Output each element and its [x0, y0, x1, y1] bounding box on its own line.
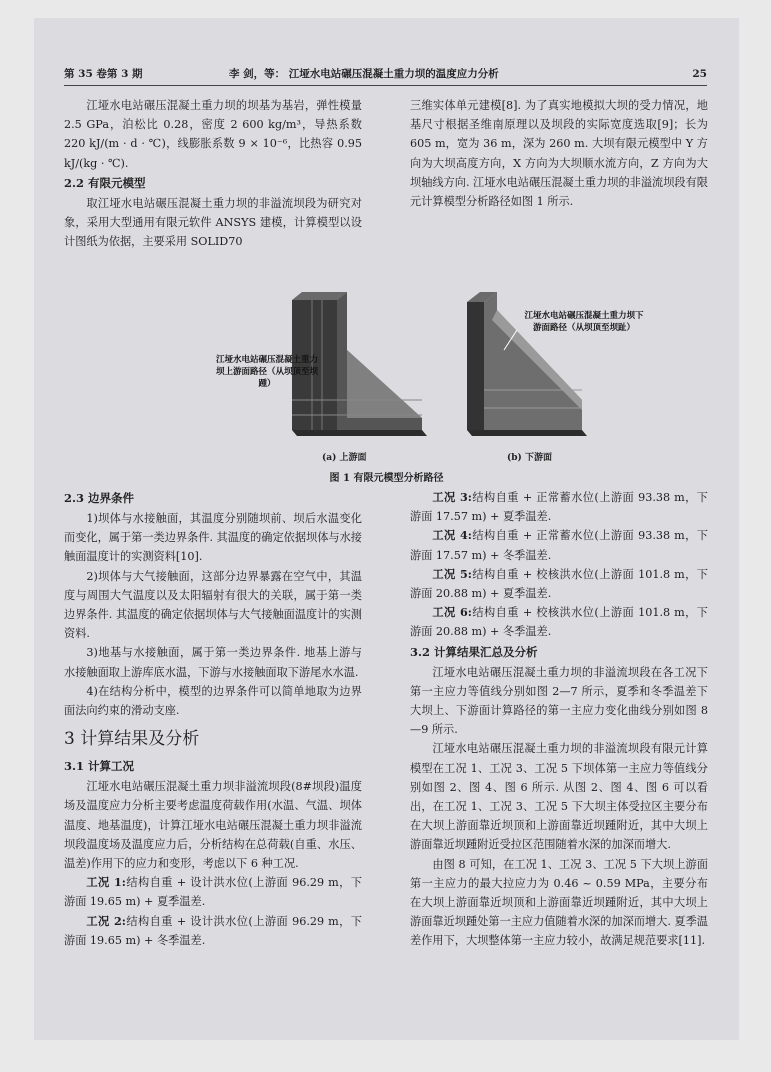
upstream-path-label: 江垭水电站碾压混凝土重力坝上游面路径（从坝顶至坝踵） [215, 355, 318, 389]
section-heading-3-1: 3.1 计算工况 [64, 759, 135, 774]
section-heading-3: 3 计算结果及分析 [64, 729, 200, 750]
left-column-bottom [64, 488, 362, 950]
page-number: 25 [692, 68, 707, 80]
downstream-path-label: 江垭水电站碾压混凝土重力坝下游面路径（从坝顶至坝趾） [524, 311, 644, 333]
paragraph: 江垭水电站碾压混凝土重力坝的非溢流坝段在各工况下第一主应力等值线分别如图 2—7 所示，夏季和冬季温差下大坝上、下游面计算路径的第一主应力变化曲线分别如图 8—9 所示. [410, 665, 708, 737]
paragraph: 江垭水电站碾压混凝土重力坝的非溢流坝段有限元计算模型在工况 1、工况 3、工况 5 下坝体第一主应力等值线分别如图 2、图 4、图 6 所示. 从图 2、图 4、图 6 可以看出，在工况 1、工况 3、工况 5 下大坝主体受拉区主要分布在大坝上游面靠近坝顶和上游面靠近坝踵附近，其中大坝上游面靠近坝踵附近受拉区范围随着水深的加深而增大. [410, 742, 708, 852]
section-heading-3-2: 3.2 计算结果汇总及分析 [410, 644, 538, 659]
section-heading-2-2: 2.2 有限元模型 [64, 175, 146, 190]
left-column-top [64, 96, 362, 251]
case-3: 工况 3:结构自重 + 正常蓄水位(上游面 93.38 m，下游面 17.57 m) + 夏季温差. [410, 490, 708, 524]
figure-1 [215, 290, 672, 475]
case-1: 工况 1:结构自重 + 设计洪水位(上游面 96.29 m，下游面 19.65 m) + 夏季温差. [64, 875, 362, 909]
paragraph: 3)地基与水接触面，属于第一类边界条件. 地基上游与水接触面取上游库底水温，下游与水接触面取下游尾水水温. [64, 646, 362, 679]
case-6: 工况 6:结构自重 + 校核洪水位(上游面 101.8 m，下游面 20.88 m) + 冬季温差. [410, 605, 708, 639]
paragraph: 取江垭水电站碾压混凝土重力坝的非溢流坝段为研究对象，采用大型通用有限元软件 ANSYS 建模，计算模型以设计图纸为依据，主要采用 SOLID70 [64, 196, 362, 249]
subfigure-a-caption: (a) 上游面 [322, 453, 367, 463]
paragraph: 江垭水电站碾压混凝土重力坝的坝基为基岩，弹性模量 2.5 GPa，泊松比 0.28，密度 2 600 kg/m³，导热系数 220 kJ/(m · d · ℃)，线膨胀系数 9 × 10⁻⁶，比热容 0.95 kJ/(kg · ℃). [64, 99, 362, 170]
paragraph: 江垭水电站碾压混凝土重力坝非溢流坝段(8#坝段)温度场及温度应力分析主要考虑温度荷载作用(水温、气温、坝体温度、地基温度)，计算江垭水电站碾压混凝土重力坝非溢流坝段温度场及温度应力后，分析结构在总荷载(自重、水压、温差)作用下的应力和变形，考虑以下 6 种工况. [64, 780, 362, 871]
journal-volume: 第 35 卷第 3 期 [64, 68, 143, 80]
paragraph: 三维实体单元建模[8]. 为了真实地模拟大坝的受力情况，地基尺寸根据圣维南原理以及坝段的实际宽度选取[9]；长为 605 m，宽为 36 m，深为 260 m. 大坝有限元模型中 Y 方向为大坝高度方向，X 方向为大坝顺水流方向，Z 方向为大坝轴线方向. 江垭水电站碾压混凝土重力坝的非溢流坝段有限元计算模型分析路径如图 1 所示. [410, 99, 708, 209]
paper-page [34, 18, 739, 1040]
case-4: 工况 4:结构自重 + 正常蓄水位(上游面 93.38 m，下游面 17.57 m) + 冬季温差. [410, 528, 708, 562]
paragraph: 由图 8 可知，在工况 1、工况 3、工况 5 下大坝上游面第一主应力的最大拉应力为 0.46 ~ 0.59 MPa，主要分布在大坝上游面靠近坝顶和上游面靠近坝踵附近，其中大坝上游面靠近坝踵处第一主应力值随着水深的加深而增大. 夏季温差作用下，大坝整体第一主应力较小，故满足规范要求[11]. [410, 857, 708, 948]
subfigure-b-caption: (b) 下游面 [507, 453, 552, 463]
right-column-top [410, 96, 708, 211]
paragraph: 1)坝体与水接触面，其温度分别随坝前、坝后水温变化而变化，属于第一类边界条件. 其温度的确定依据坝体与水接触面温度计的实测资料[10]. [64, 512, 362, 564]
paragraph: 2)坝体与大气接触面，这部分边界暴露在空气中，其温度与周围大气温度以及太阳辐射有很大的关联，属于第一类边界条件. 其温度的确定依据坝体与大气接触面温度计的实测资料. [64, 569, 362, 641]
running-title: 李 剑，等： 江垭水电站碾压混凝土重力坝的温度应力分析 [229, 68, 499, 80]
case-5: 工况 5:结构自重 + 校核洪水位(上游面 101.8 m，下游面 20.88 m) + 夏季温差. [410, 566, 708, 601]
section-heading-2-3: 2.3 边界条件 [64, 491, 135, 505]
running-header [64, 66, 707, 86]
right-column-bottom [410, 488, 708, 951]
paragraph: 4)在结构分析中，模型的边界条件可以简单地取为边界面法向约束的滑动支座. [64, 684, 362, 718]
case-2: 工况 2:结构自重 + 设计洪水位(上游面 96.29 m，下游面 19.65 m) + 冬季温差. [64, 913, 362, 947]
figure-caption: 图 1 有限元模型分析路径 [329, 473, 444, 484]
